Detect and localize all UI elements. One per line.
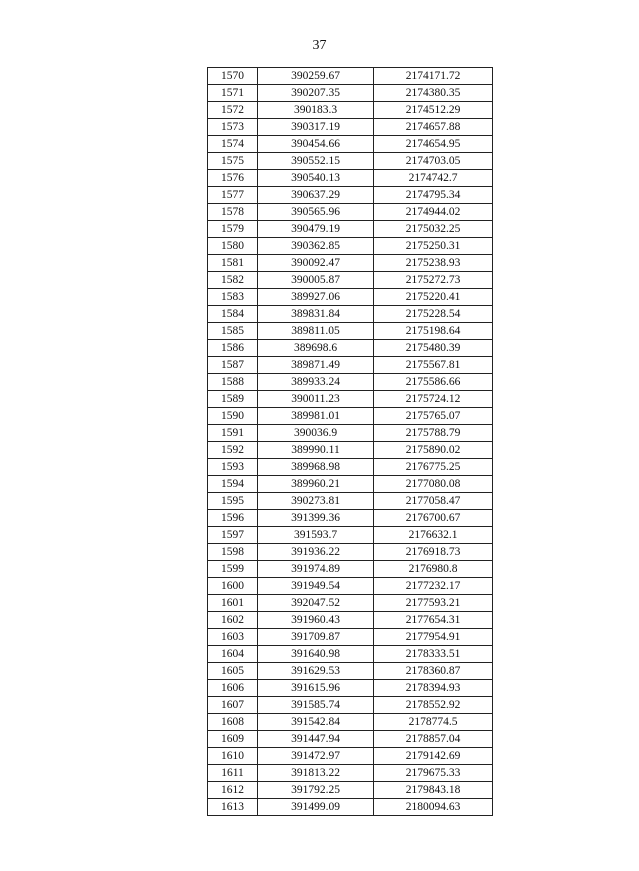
- table-row: [208, 561, 493, 578]
- x-coordinate-cell: 390552.15: [258, 153, 374, 170]
- point-number-cell: 1608: [208, 714, 258, 731]
- x-coordinate-cell: 391629.53: [258, 663, 374, 680]
- point-number-cell: 1607: [208, 697, 258, 714]
- y-coordinate-cell: 2179675.33: [374, 765, 493, 782]
- x-coordinate-cell: 390005.87: [258, 272, 374, 289]
- table-row: [208, 612, 493, 629]
- x-coordinate-cell: 390183.3: [258, 102, 374, 119]
- table-row: [208, 340, 493, 357]
- point-number-cell: 1587: [208, 357, 258, 374]
- point-number-cell: 1590: [208, 408, 258, 425]
- coordinate-table: [207, 67, 493, 816]
- x-coordinate-cell: 391792.25: [258, 782, 374, 799]
- x-coordinate-cell: 390317.19: [258, 119, 374, 136]
- x-coordinate-cell: 392047.52: [258, 595, 374, 612]
- point-number-cell: 1598: [208, 544, 258, 561]
- y-coordinate-cell: 2176980.8: [374, 561, 493, 578]
- point-number-cell: 1597: [208, 527, 258, 544]
- table-row: [208, 153, 493, 170]
- point-number-cell: 1571: [208, 85, 258, 102]
- point-number-cell: 1586: [208, 340, 258, 357]
- y-coordinate-cell: 2175788.79: [374, 425, 493, 442]
- y-coordinate-cell: 2179142.69: [374, 748, 493, 765]
- table-row: [208, 391, 493, 408]
- point-number-cell: 1579: [208, 221, 258, 238]
- point-number-cell: 1573: [208, 119, 258, 136]
- table-row: [208, 323, 493, 340]
- point-number-cell: 1594: [208, 476, 258, 493]
- x-coordinate-cell: 390273.81: [258, 493, 374, 510]
- table-row: [208, 476, 493, 493]
- table-row: [208, 629, 493, 646]
- x-coordinate-cell: 391960.43: [258, 612, 374, 629]
- point-number-cell: 1591: [208, 425, 258, 442]
- table-row: [208, 493, 493, 510]
- table-row: [208, 289, 493, 306]
- y-coordinate-cell: 2177232.17: [374, 578, 493, 595]
- y-coordinate-cell: 2175890.02: [374, 442, 493, 459]
- point-number-cell: 1609: [208, 731, 258, 748]
- point-number-cell: 1610: [208, 748, 258, 765]
- table-row: [208, 238, 493, 255]
- table-row: [208, 595, 493, 612]
- y-coordinate-cell: 2174171.72: [374, 68, 493, 85]
- y-coordinate-cell: 2174512.29: [374, 102, 493, 119]
- table-row: [208, 408, 493, 425]
- y-coordinate-cell: 2176775.25: [374, 459, 493, 476]
- x-coordinate-cell: 390259.67: [258, 68, 374, 85]
- point-number-cell: 1605: [208, 663, 258, 680]
- page-number: 37: [312, 38, 327, 53]
- table-row: [208, 510, 493, 527]
- y-coordinate-cell: 2174380.35: [374, 85, 493, 102]
- x-coordinate-cell: 389990.11: [258, 442, 374, 459]
- table-row: [208, 442, 493, 459]
- x-coordinate-cell: 390092.47: [258, 255, 374, 272]
- x-coordinate-cell: 391949.54: [258, 578, 374, 595]
- table-row: [208, 272, 493, 289]
- y-coordinate-cell: 2179843.18: [374, 782, 493, 799]
- x-coordinate-cell: 390362.85: [258, 238, 374, 255]
- y-coordinate-cell: 2174654.95: [374, 136, 493, 153]
- y-coordinate-cell: 2175238.93: [374, 255, 493, 272]
- table-row: [208, 748, 493, 765]
- y-coordinate-cell: 2175198.64: [374, 323, 493, 340]
- table-row: [208, 782, 493, 799]
- point-number-cell: 1576: [208, 170, 258, 187]
- x-coordinate-cell: 389811.05: [258, 323, 374, 340]
- y-coordinate-cell: 2175032.25: [374, 221, 493, 238]
- point-number-cell: 1575: [208, 153, 258, 170]
- x-coordinate-cell: 391640.98: [258, 646, 374, 663]
- x-coordinate-cell: 391472.97: [258, 748, 374, 765]
- point-number-cell: 1611: [208, 765, 258, 782]
- y-coordinate-cell: 2177954.91: [374, 629, 493, 646]
- point-number-cell: 1580: [208, 238, 258, 255]
- coordinate-table-body: [208, 68, 493, 816]
- x-coordinate-cell: 389698.6: [258, 340, 374, 357]
- y-coordinate-cell: 2175567.81: [374, 357, 493, 374]
- table-row: [208, 187, 493, 204]
- table-row: [208, 221, 493, 238]
- table-row: [208, 102, 493, 119]
- table-row: [208, 578, 493, 595]
- y-coordinate-cell: 2175250.31: [374, 238, 493, 255]
- x-coordinate-cell: 390565.96: [258, 204, 374, 221]
- table-row: [208, 680, 493, 697]
- y-coordinate-cell: 2175480.39: [374, 340, 493, 357]
- table-row: [208, 731, 493, 748]
- point-number-cell: 1592: [208, 442, 258, 459]
- x-coordinate-cell: 391709.87: [258, 629, 374, 646]
- point-number-cell: 1603: [208, 629, 258, 646]
- y-coordinate-cell: 2176700.67: [374, 510, 493, 527]
- point-number-cell: 1606: [208, 680, 258, 697]
- y-coordinate-cell: 2174795.34: [374, 187, 493, 204]
- y-coordinate-cell: 2176632.1: [374, 527, 493, 544]
- table-row: [208, 204, 493, 221]
- y-coordinate-cell: 2175586.66: [374, 374, 493, 391]
- y-coordinate-cell: 2175228.54: [374, 306, 493, 323]
- table-row: [208, 765, 493, 782]
- point-number-cell: 1583: [208, 289, 258, 306]
- point-number-cell: 1613: [208, 799, 258, 816]
- x-coordinate-cell: 389927.06: [258, 289, 374, 306]
- x-coordinate-cell: 391593.7: [258, 527, 374, 544]
- y-coordinate-cell: 2174742.7: [374, 170, 493, 187]
- y-coordinate-cell: 2178394.93: [374, 680, 493, 697]
- table-row: [208, 425, 493, 442]
- x-coordinate-cell: 390540.13: [258, 170, 374, 187]
- point-number-cell: 1589: [208, 391, 258, 408]
- y-coordinate-cell: 2180094.63: [374, 799, 493, 816]
- table-row: [208, 374, 493, 391]
- x-coordinate-cell: 391447.94: [258, 731, 374, 748]
- table-row: [208, 119, 493, 136]
- x-coordinate-cell: 391542.84: [258, 714, 374, 731]
- x-coordinate-cell: 389871.49: [258, 357, 374, 374]
- point-number-cell: 1602: [208, 612, 258, 629]
- x-coordinate-cell: 390637.29: [258, 187, 374, 204]
- y-coordinate-cell: 2175724.12: [374, 391, 493, 408]
- point-number-cell: 1577: [208, 187, 258, 204]
- y-coordinate-cell: 2174703.05: [374, 153, 493, 170]
- y-coordinate-cell: 2178333.51: [374, 646, 493, 663]
- y-coordinate-cell: 2178360.87: [374, 663, 493, 680]
- x-coordinate-cell: 391813.22: [258, 765, 374, 782]
- x-coordinate-cell: 390207.35: [258, 85, 374, 102]
- x-coordinate-cell: 389981.01: [258, 408, 374, 425]
- table-row: [208, 357, 493, 374]
- y-coordinate-cell: 2175765.07: [374, 408, 493, 425]
- x-coordinate-cell: 391974.89: [258, 561, 374, 578]
- y-coordinate-cell: 2174657.88: [374, 119, 493, 136]
- table-row: [208, 799, 493, 816]
- point-number-cell: 1582: [208, 272, 258, 289]
- table-row: [208, 459, 493, 476]
- x-coordinate-cell: 390011.23: [258, 391, 374, 408]
- x-coordinate-cell: 390454.66: [258, 136, 374, 153]
- x-coordinate-cell: 391399.36: [258, 510, 374, 527]
- point-number-cell: 1599: [208, 561, 258, 578]
- point-number-cell: 1612: [208, 782, 258, 799]
- y-coordinate-cell: 2178857.04: [374, 731, 493, 748]
- table-row: [208, 697, 493, 714]
- y-coordinate-cell: 2175272.73: [374, 272, 493, 289]
- point-number-cell: 1581: [208, 255, 258, 272]
- table-row: [208, 714, 493, 731]
- x-coordinate-cell: 389933.24: [258, 374, 374, 391]
- point-number-cell: 1600: [208, 578, 258, 595]
- y-coordinate-cell: 2178774.5: [374, 714, 493, 731]
- x-coordinate-cell: 391499.09: [258, 799, 374, 816]
- x-coordinate-cell: 390036.9: [258, 425, 374, 442]
- x-coordinate-cell: 389831.84: [258, 306, 374, 323]
- point-number-cell: 1570: [208, 68, 258, 85]
- table-row: [208, 646, 493, 663]
- point-number-cell: 1595: [208, 493, 258, 510]
- table-row: [208, 85, 493, 102]
- table-row: [208, 170, 493, 187]
- y-coordinate-cell: 2177058.47: [374, 493, 493, 510]
- point-number-cell: 1604: [208, 646, 258, 663]
- point-number-cell: 1585: [208, 323, 258, 340]
- x-coordinate-cell: 391585.74: [258, 697, 374, 714]
- y-coordinate-cell: 2177593.21: [374, 595, 493, 612]
- y-coordinate-cell: 2178552.92: [374, 697, 493, 714]
- point-number-cell: 1584: [208, 306, 258, 323]
- x-coordinate-cell: 390479.19: [258, 221, 374, 238]
- table-row: [208, 68, 493, 85]
- table-row: [208, 255, 493, 272]
- table-row: [208, 306, 493, 323]
- point-number-cell: 1574: [208, 136, 258, 153]
- y-coordinate-cell: 2177654.31: [374, 612, 493, 629]
- table-row: [208, 527, 493, 544]
- x-coordinate-cell: 389968.98: [258, 459, 374, 476]
- y-coordinate-cell: 2176918.73: [374, 544, 493, 561]
- point-number-cell: 1572: [208, 102, 258, 119]
- table-row: [208, 663, 493, 680]
- point-number-cell: 1593: [208, 459, 258, 476]
- table-row: [208, 136, 493, 153]
- x-coordinate-cell: 391936.22: [258, 544, 374, 561]
- point-number-cell: 1601: [208, 595, 258, 612]
- point-number-cell: 1578: [208, 204, 258, 221]
- y-coordinate-cell: 2177080.08: [374, 476, 493, 493]
- y-coordinate-cell: 2175220.41: [374, 289, 493, 306]
- point-number-cell: 1588: [208, 374, 258, 391]
- x-coordinate-cell: 391615.96: [258, 680, 374, 697]
- point-number-cell: 1596: [208, 510, 258, 527]
- x-coordinate-cell: 389960.21: [258, 476, 374, 493]
- y-coordinate-cell: 2174944.02: [374, 204, 493, 221]
- table-row: [208, 544, 493, 561]
